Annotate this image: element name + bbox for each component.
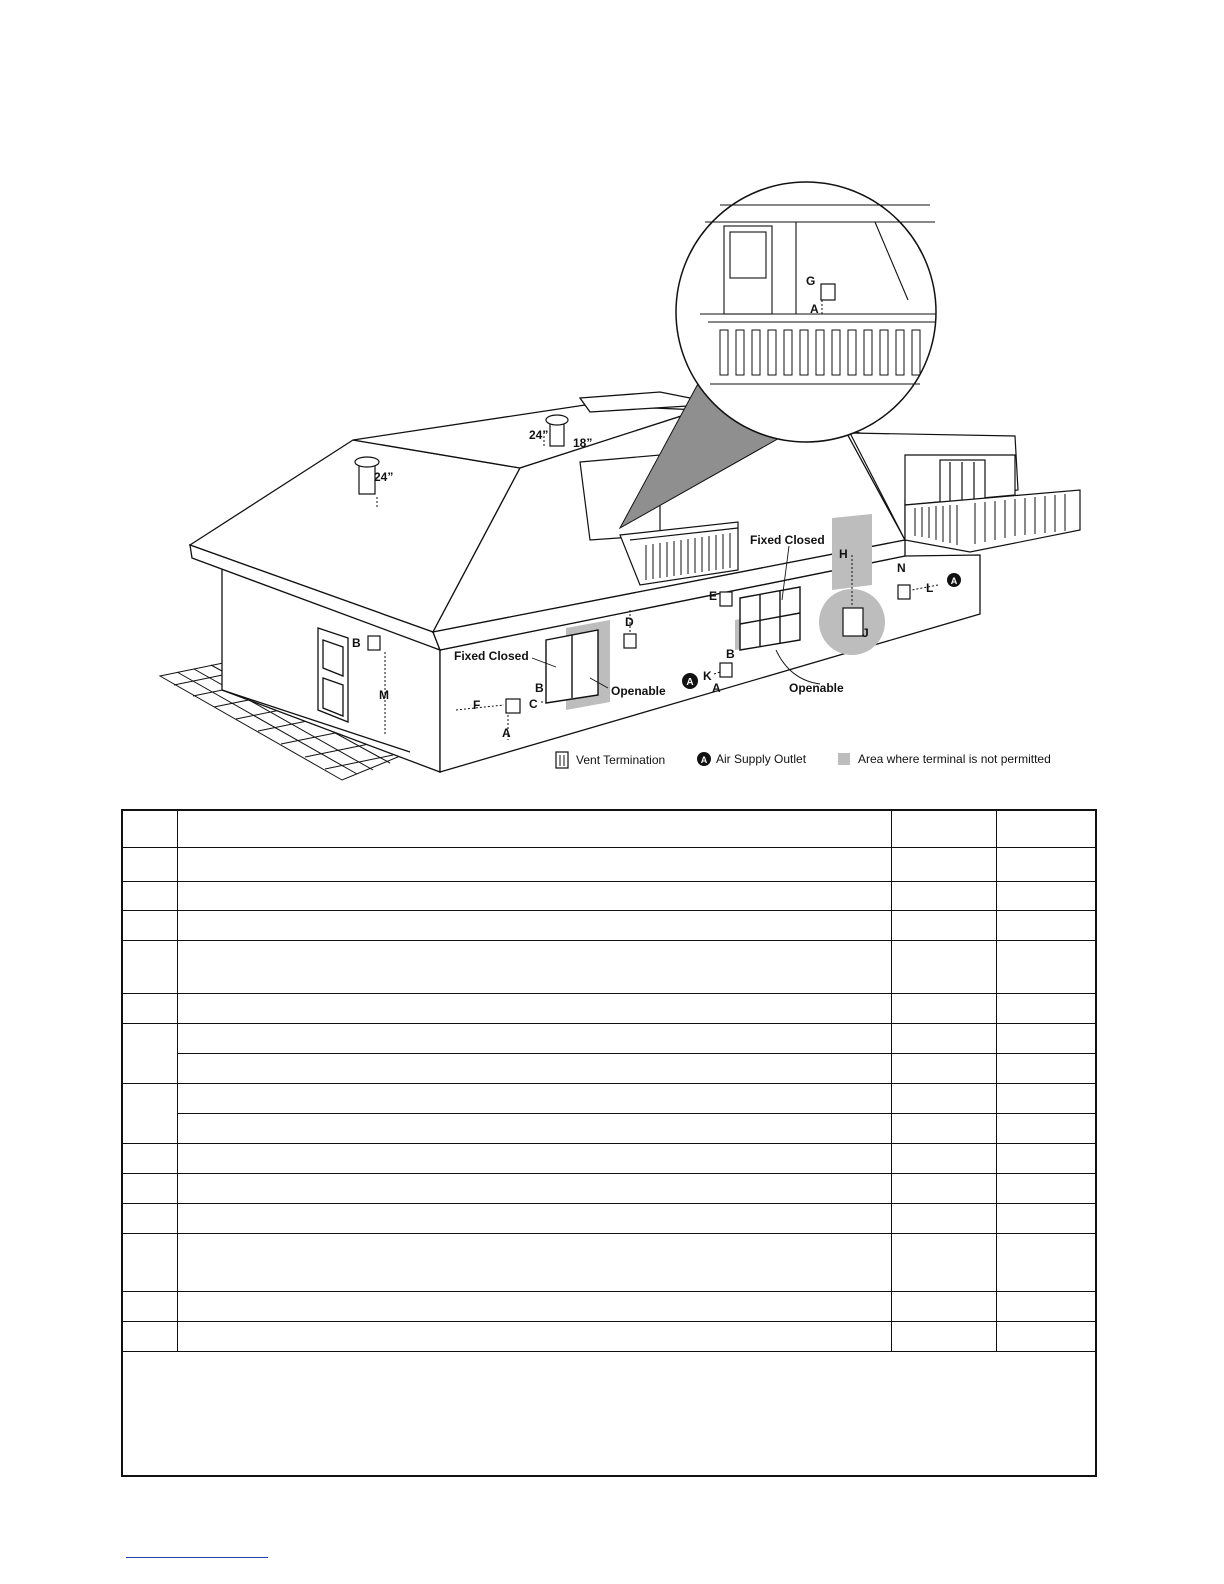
label-f: F [473, 698, 481, 712]
label-openable-right: Openable [789, 681, 844, 695]
label-b-window: B [535, 681, 544, 695]
label-b-right: B [726, 647, 735, 661]
label-c: C [529, 697, 538, 711]
table-row-divider [177, 1053, 1095, 1054]
label-fixed-closed-right: Fixed Closed [750, 533, 825, 547]
legend-air-supply-label: Air Supply Outlet [716, 752, 807, 766]
label-a-right: A [712, 681, 721, 695]
table-row-divider [123, 910, 1095, 911]
table-row-divider [123, 1173, 1095, 1174]
table-row-divider [123, 1203, 1095, 1204]
table-row-divider [123, 1023, 1095, 1024]
svg-text:A: A [686, 677, 694, 688]
restricted-area-swatch [838, 753, 850, 765]
vent-termination-icon [556, 752, 568, 768]
label-n: N [897, 561, 906, 575]
label-roof-vent-left: 24” [374, 470, 394, 484]
table-row-divider [177, 1113, 1095, 1114]
footer-link-underline[interactable] [126, 1557, 268, 1558]
inset-label-g: G [806, 274, 816, 288]
side-door [318, 628, 348, 722]
col-divider-us [996, 811, 997, 1351]
col-divider-letter [177, 811, 178, 1351]
label-openable-left: Openable [611, 684, 666, 698]
table-row-divider [123, 1321, 1095, 1322]
label-fixed-closed-left: Fixed Closed [454, 649, 529, 663]
table-row-divider [123, 881, 1095, 882]
legend [556, 752, 1051, 768]
col-divider-description [891, 811, 892, 1351]
clearance-table [121, 809, 1097, 1477]
table-row-divider [123, 1291, 1095, 1292]
label-l: L [926, 581, 934, 595]
label-roof-vent-height: 24” [529, 428, 549, 442]
table-row-divider [123, 1083, 1095, 1084]
table-row-divider [123, 940, 1095, 941]
table-row-divider [123, 993, 1095, 994]
legend-vent-label: Vent Termination [576, 753, 666, 767]
label-k: K [703, 669, 712, 683]
inset-label-a: A [810, 302, 819, 316]
table-row-divider [123, 1143, 1095, 1144]
label-roof-vent-side: 18” [573, 436, 593, 450]
label-m: M [379, 688, 389, 702]
label-e: E [709, 589, 718, 603]
table-row-divider [123, 1351, 1095, 1352]
table-row-divider [123, 847, 1095, 848]
label-j: J [862, 626, 869, 640]
meter-box [843, 608, 863, 636]
label-d: D [625, 615, 634, 629]
svg-text:A: A [700, 755, 708, 765]
label-a-bottom: A [502, 726, 511, 740]
legend-area-label: Area where terminal is not permitted [858, 752, 1051, 766]
label-h: H [839, 547, 848, 561]
table-row-divider [123, 1233, 1095, 1234]
svg-text:A: A [950, 576, 958, 586]
label-b-door: B [352, 636, 361, 650]
